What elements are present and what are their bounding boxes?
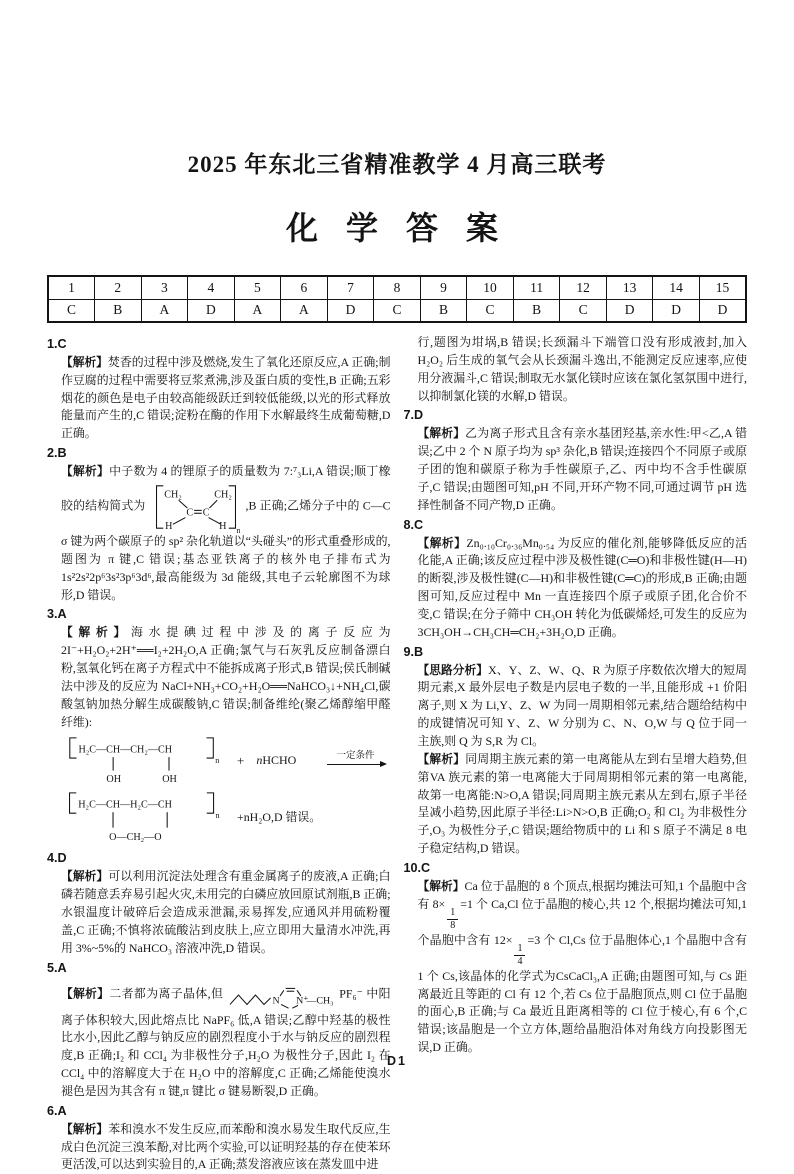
question-number-cell: 10 <box>467 276 514 299</box>
item-q7 <box>404 406 748 514</box>
q5-text-post: PF₆⁻ 中阳离子体积较大,因此熔点比 NaPF₆ 低,A 错误;乙醇中羟基的极性比水小,因此乙醇与钠反应的剧烈程度小于水与钠反应的剧烈程度,B 正确;I₂ 和 CCl₄ 为非极性分子,H₂O 为极性分子,因此 I₂ 在 CCl₄ 中的溶解度大于在 H₂O 中的溶解度,C 正确;乙烯能使溴水褪色是因为其含有 π 键,π 键比 σ 键易断裂,D 正确。 <box>61 986 391 1098</box>
answer-key-table <box>47 275 747 323</box>
q7-text: 乙为离子形式且含有亲水基团羟基,亲水性:甲<乙,A 错误;乙中 2 个 N 原子均为 sp³ 杂化,B 错误;连接四个不同原子或原子团的饱和碳原子称为手性碳原子,乙、丙中均不含手性碳原子,C 错误;由题图可知,pH 不同,开环产物不同,可通过调节 pH 选择性制备不同产物,D 正确。 <box>417 426 747 512</box>
analysis-label: 【解析】 <box>417 879 465 893</box>
answer-letter-cell: C <box>48 299 95 322</box>
answer-letter-cell: B <box>513 299 560 322</box>
svg-text:N⁺: N⁺ <box>296 995 309 1006</box>
q3-analysis <box>47 624 391 847</box>
q10-text-3: =3 个 Cl,Cs 位于晶胞体心,1 个晶胞中含有 1 个 Cs,该晶体的化学式为CsCaCl₃,A 正确;由题图可知,与 Cs 距离最近且等距的 Cl 有 12 个,若 Cs 位于晶胞顶点,则 Cl 位于晶胞的面心,B 正确;与 Ca 最近且距离相等的 Cl 位于棱心,有 6 个,C 错误;该晶胞是一个立方体,题给晶胞沿体对角线方向投影图无误,D 正确。 <box>417 932 747 1055</box>
subject-title: 化 学 答 案 <box>285 210 508 246</box>
answer-letter-row <box>48 299 746 322</box>
svg-text:C: C <box>185 507 193 519</box>
q2-analysis <box>47 463 391 604</box>
analysis-label: 【解析】 <box>61 870 109 884</box>
q3-text-pre: 海水提碘过程中涉及的离子反应为 2I⁻+H₂O₂+2H⁺══I₂+2H₂O,A 正确;氯气与石灰乳反应制备漂白粉,氢氧化钙在离子方程式中不能拆成离子形式,B 错误;侯氏制碱法中涉及的反应为 NaCl+NH₃+CO₂+H₂O══NaHCO₃↓+NH₄Cl,碳酸氢钠加热分解生成碳酸钠,C 错误;制备维纶(聚乙烯醇缩甲醛纤维): <box>61 625 391 729</box>
question-number-cell: 4 <box>188 276 235 299</box>
q8-head: 8.C <box>403 517 424 532</box>
polyvinyl-alcohol-structure-diagram <box>61 734 225 786</box>
q8-analysis <box>404 535 748 642</box>
answer-letter-cell: A <box>281 299 328 322</box>
q2-text-post: ,B 正确;乙烯分子中的 C—C σ 键为两个碳原子的 sp² 杂化轨道以“头碰头”的形式重叠形成的,题图为 π 键,C 错误;基态亚铁离子的核外电子排布式为 1s²2s²2p⁶3s²3p⁶3d⁶,最高能级为 3d 能级,其电子云轮廓图不为球形,D 错误。 <box>61 498 391 602</box>
item-q8 <box>404 516 748 642</box>
svg-text:H₂C—CH—H₂C—CH: H₂C—CH—H₂C—CH <box>78 799 172 811</box>
condition-text: 一定条件 <box>336 751 375 762</box>
item-q2 <box>47 444 391 604</box>
svg-text:N: N <box>272 995 280 1006</box>
svg-text:CH₂: CH₂ <box>213 489 232 501</box>
item-q6 <box>47 1102 391 1174</box>
item-q4 <box>47 849 391 957</box>
svg-text:H: H <box>164 521 172 533</box>
analysis-label: 【解析】 <box>61 1122 109 1136</box>
answer-letter-cell: D <box>653 299 700 322</box>
svg-text:CH₂: CH₂ <box>163 489 182 501</box>
svg-text:—CH₃: —CH₃ <box>306 995 334 1006</box>
q9-analysis <box>404 751 748 858</box>
answer-letter-cell: B <box>95 299 142 322</box>
fraction-one-eighth: $\frac{1}{8}$ <box>447 908 458 932</box>
q3-text-tail: +nH₂O,D 错误。 <box>237 810 322 825</box>
analysis-label: 【解析】 <box>417 427 466 441</box>
item-q5 <box>47 959 391 1101</box>
page-number: D1 <box>387 1054 407 1068</box>
q10-text-2: =1 个 Ca,Cl 位于晶胞的棱心,共 12 个,根据均摊法可知,1 个晶胞中含有 12× <box>417 896 748 947</box>
analysis-label: 【解析】 <box>61 355 108 369</box>
answer-letter-cell: A <box>234 299 281 322</box>
analysis-label: 【解析】 <box>61 987 110 1001</box>
analysis-label: 【解析】 <box>61 465 110 479</box>
analysis-label: 【解析】 <box>417 536 467 550</box>
item-q9 <box>404 643 748 858</box>
plus-sign: + <box>237 752 245 768</box>
thinking-label: 【思路分析】 <box>417 663 489 677</box>
answer-letter-cell: C <box>467 299 514 322</box>
left-column <box>47 334 391 1174</box>
q8-text: Zn₀.₁₀Cr₀.₃₆Mn₀.₅₄ 为反应的催化剂,能够降低反应的活化能,A 正确;该反应过程中涉及极性键(C═O)和非极性键(H—H)的断裂,涉及极性键(C—H)和非极性键(C═C)的形成,B 正确;由题图可知,反应过程中 Mn 一直连接四个原子或原子团,化合价不变,C 错误;在分子筛中 CH₃OH 转化为低碳烯烃,可发生的反应为 3CH₃OH→CH₃CH═CH₂+3H₂O,D 正确。 <box>417 535 747 639</box>
question-number-cell: 3 <box>141 276 188 299</box>
question-number-cell: 14 <box>653 276 700 299</box>
answer-letter-cell: D <box>699 299 746 322</box>
right-column <box>404 334 748 1174</box>
svg-text:H: H <box>218 521 226 533</box>
question-number-cell: 6 <box>281 276 328 299</box>
arrow-icon <box>327 764 385 769</box>
q10-analysis <box>404 878 748 1057</box>
q4-text: 可以利用沉淀法处理含有重金属离子的废液,A 正确;白磷若随意丢弃易引起火灾,未用完的白磷应放回原试剂瓶,B 正确;水银温度计破碎后会造成汞泄漏,汞易挥发,应通风并用硫粉覆盖,C 正确;不慎将浓硫酸沾到皮肤上,应立即用大量清水冲洗,再用 3%~5%的 NaHCO₃ 溶液冲洗,D 错误。 <box>61 869 391 955</box>
butyl-methylimidazolium-structure-diagram <box>225 978 337 1012</box>
reaction-condition-arrow <box>327 751 389 769</box>
svg-text:C: C <box>202 507 209 519</box>
svg-text:OH: OH <box>106 774 122 786</box>
q1-analysis <box>47 354 391 443</box>
analysis-label: 【解析】 <box>61 626 131 640</box>
answer-letter-cell: A <box>141 299 188 322</box>
q5-text-pre: 二者都为离子晶体,但 <box>109 986 224 1001</box>
q9-thinking <box>404 662 748 751</box>
question-number-cell: 13 <box>606 276 653 299</box>
exam-title: 2025 年东北三省精准教学 4 月高三联考 <box>187 152 607 177</box>
answer-letter-cell: D <box>606 299 653 322</box>
question-number-cell: 8 <box>374 276 421 299</box>
q5-analysis <box>47 978 391 1101</box>
q6-text: 苯和溴水不发生反应,而苯酚和溴水易发生取代反应,生成白色沉淀三溴苯酚,对比两个实验,可以证明羟基的存在使苯环更活泼,可以达到实验目的,A 正确;蒸发溶液应该在蒸发皿中进 <box>61 1121 391 1172</box>
answer-letter-cell: D <box>327 299 374 322</box>
two-column-body <box>47 334 747 1174</box>
svg-text:n: n <box>235 525 241 535</box>
answer-number-row <box>48 276 746 299</box>
analysis-label: 【解析】 <box>417 752 466 766</box>
q6-head: 6.A <box>47 1103 67 1118</box>
q1-head: 1.C <box>47 337 67 351</box>
question-number-cell: 11 <box>513 276 560 299</box>
svg-text:n: n <box>215 811 220 821</box>
q9-head: 9.B <box>403 644 424 659</box>
vinylon-acetal-structure-diagram <box>61 789 225 847</box>
formaldehyde-reagent: nHCHO <box>256 753 297 768</box>
q7-analysis <box>404 425 748 514</box>
question-number-cell: 7 <box>327 276 374 299</box>
question-number-cell: 12 <box>560 276 607 299</box>
q2-text-pre: 中子数为 4 的锂原子的质量数为 7:⁷₃Li,A 错误;顺丁橡胶的结构简式为 <box>61 464 391 513</box>
q6-analysis <box>47 1121 391 1174</box>
q3-head: 3.A <box>47 607 67 622</box>
answer-letter-cell: C <box>374 299 421 322</box>
question-number-cell: 1 <box>48 276 95 299</box>
q3-reaction-row-1 <box>61 734 391 786</box>
q4-head: 4.D <box>47 851 67 866</box>
question-number-cell: 2 <box>95 276 142 299</box>
question-number-cell: 15 <box>699 276 746 299</box>
q5-head: 5.A <box>47 960 67 975</box>
q4-analysis <box>47 868 391 957</box>
svg-text:O—CH₂—O: O—CH₂—O <box>109 832 162 844</box>
answer-letter-cell: B <box>420 299 467 322</box>
q9-analysis-text: 同周期主族元素的第一电离能从左到右呈增大趋势,但第VA 族元素的第一电离能大于同周期相邻元素的第一电离能,故第一电离能:N>O,A 错误;同周期主族元素从左到右,原子半径呈减小趋势,因此原子半径:Li>N>O,B 正确;O₂ 和 Cl₂ 为非极性分子,O₃ 为极性分子,C 错误;题给物质中的 Li 和 S 原子不满足 8 电子稳定结构,D 错误。 <box>417 751 747 856</box>
q1-text: 焚香的过程中涉及燃烧,发生了氧化还原反应,A 正确;制作豆腐的过程中需要将豆浆煮沸,涉及蛋白质的变性,B 正确;五彩烟花的颜色是电子由较高能级跃迁到较低能级,以光的形式释放能量而产生的,C 错误;淀粉在酶的作用下水解最终生成葡萄糖,D 正确。 <box>61 354 391 441</box>
question-number-cell: 9 <box>420 276 467 299</box>
q2-head: 2.B <box>47 446 67 461</box>
q9-thinking-text: X、Y、Z、W、Q、R 为原子序数依次增大的短周期元素,X 最外层电子数是内层电子数的一半,且能形成 +1 价阳离子,则 X 为 Li,Y、Z、W 为同一周期相邻元素,结合题给结构中的成键情况可知 Y、Z、W 分别为 C、N、O,W 与 Q 位于同一主族,则 Q 为 S,R 为 Cl。 <box>417 662 747 748</box>
fraction-one-quarter: $\frac{1}{4}$ <box>514 944 525 968</box>
question-number-cell: 5 <box>234 276 281 299</box>
item-q3 <box>47 605 391 847</box>
svg-text:OH: OH <box>162 774 177 786</box>
polybutadiene-structure-diagram <box>148 481 244 533</box>
answer-letter-cell: C <box>560 299 607 322</box>
q7-head: 7.D <box>403 408 424 423</box>
q6-text-continued: 行,题图为坩埚,B 错误;长颈漏斗下端管口没有形成液封,加入 H₂O₂ 后生成的氧气会从长颈漏斗逸出,不能测定反应速率,应使用分液漏斗,C 错误;制取无水氯化镁时应该在氯化氢氛围中进行,以抑制氯化镁的水解,D 错误。 <box>417 335 747 403</box>
q3-reaction-row-2 <box>61 789 391 847</box>
svg-text:n: n <box>215 756 220 766</box>
item-q1 <box>47 335 391 443</box>
item-q10 <box>404 859 748 1057</box>
answer-letter-cell: D <box>188 299 235 322</box>
q10-head: 10.C <box>403 861 431 876</box>
q10-text-1: Ca 位于晶胞的 8 个顶点,根据均摊法可知,1 个晶胞中含有 8× <box>417 878 747 911</box>
q6-analysis-continued <box>404 334 748 405</box>
svg-text:H₂C—CH—CH₂—CH: H₂C—CH—CH₂—CH <box>78 744 173 756</box>
